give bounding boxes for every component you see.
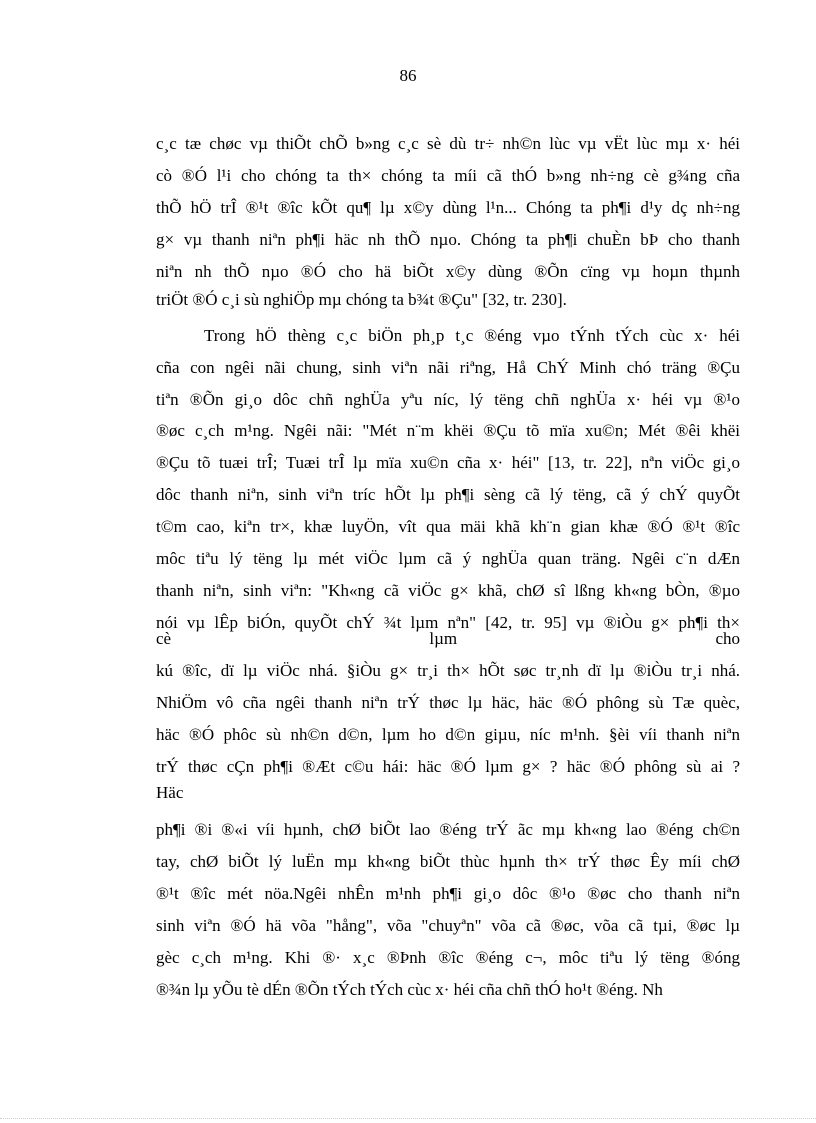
text-line: tay, chØ biÕt lý luËn mµ kh«ng biÕt thùc hµnh th× trÝ thøc Êy míi chØ: [156, 852, 740, 871]
page-number: 86: [399, 66, 417, 85]
text-line: môc tiªu lý tëng lµ mét viÖc lµm cã ý nghÜa quan träng. Ngêi c¨n dÆn: [156, 549, 740, 568]
text-line: Trong hÖ thèng c¸c biÖn ph¸p t¸c ®éng vµo tÝnh tÝch cùc x· héi: [204, 326, 740, 345]
text-line: tiªn ®Õn gi¸o dôc chñ nghÜa yªu níc, lý tëng chñ nghÜa x· héi vµ ®¹o: [156, 390, 740, 409]
text-line: kú ®îc, dï lµ viÖc nhá. §iÒu g× tr¸i th× hÕt søc tr¸nh dï lµ ®iÒu tr¸i nhá.: [156, 661, 740, 680]
spread-word: lµm: [429, 629, 458, 648]
text-line: g× vµ thanh niªn ph¶i häc nh thÕ nµo. Chóng ta ph¶i chuÈn bÞ cho thanh: [156, 230, 740, 249]
text-line: ®¹t ®îc mét nöa.Ngêi nhÊn m¹nh ph¶i gi¸o dôc ®¹o ®øc cho thanh niªn: [156, 884, 740, 903]
text-line: ®Çu tõ tuæi trÎ; Tuæi trÎ lµ mïa xu©n cña x· héi" [13, tr. 22], nªn viÖc gi¸o: [156, 453, 740, 472]
text-line: ®øc c¸ch m¹ng. Ngêi nãi: "Mét n¨m khëi ®Çu tõ mïa xu©n; Mét ®êi khëi: [156, 421, 740, 440]
text-line: Häc: [156, 783, 184, 802]
text-line: t©m cao, kiªn tr×, khæ luyÖn, vît qua mäi khã kh¨n gian khæ ®Ó ®¹t ®îc: [156, 517, 740, 536]
page-bottom-border: [0, 1118, 816, 1119]
spread-word: cè: [156, 629, 172, 648]
text-line: NhiÖm vô cña ngêi thanh niªn trÝ thøc lµ häc, häc ®Ó phông sù Tæ quèc,: [156, 693, 740, 712]
text-line: thÕ hÖ trÎ ®¹t ®îc kÕt qu¶ lµ x©y dùng l¹n... Chóng ta ph¶i d¹y dç nh÷ng: [156, 198, 740, 217]
spread-word: cho: [715, 629, 740, 648]
text-line: niªn nh thÕ nµo ®Ó cho hä biÕt x©y dùng ®Õn cïng vµ hoµn thµnh: [156, 262, 740, 281]
text-line: c¸c tæ chøc vµ thiÕt chÕ b»ng c¸c sè dù tr÷ nh©n lùc vµ vËt lùc mµ x· héi: [156, 134, 740, 153]
text-line: dôc thanh niªn, sinh viªn tríc hÕt lµ ph¶i sèng cã lý tëng, cã ý chÝ quyÕt: [156, 485, 740, 504]
text-line: häc ®Ó phôc sù nh©n d©n, lµm ho d©n giµu, níc m¹nh. §èi víi thanh niªn: [156, 725, 740, 744]
text-line: trÝ thøc cÇn ph¶i ®Æt c©u hái: häc ®Ó lµm g× ? häc ®Ó phông sù ai ?: [156, 757, 740, 776]
text-line-spread: [156, 628, 740, 650]
text-line: nói vµ lÊp biÓn, quyÕt chÝ ¾t lµm nªn" [42, tr. 95] vµ ®iÒu g× ph¶i th×: [156, 613, 740, 632]
text-line: triÖt ®Ó c¸i sù nghiÖp mµ chóng ta b¾t ®Çu" [32, tr. 230].: [156, 290, 567, 309]
text-line: thanh niªn, sinh viªn: "Kh«ng cã viÖc g× khã, chØ sî lßng kh«ng bÒn, ®µo: [156, 581, 740, 600]
text-line: sinh viªn ®Ó hä võa "hång", võa "chuyªn" võa cã ®øc, võa cã tµi, ®øc lµ: [156, 916, 740, 935]
text-line: ph¶i ®i ®«i víi hµnh, chØ biÕt lao ®éng trÝ ãc mµ kh«ng lao ®éng ch©n: [156, 820, 740, 839]
text-line: cò ®Ó l¹i cho chóng ta th× chóng ta míi cã thÓ b»ng nh÷ng cè g¾ng cña: [156, 166, 740, 185]
text-line: ®¾n lµ yÕu tè dÉn ®Õn tÝch tÝch cùc x· héi cña chñ thÓ ho¹t ®éng. Nh: [156, 980, 663, 999]
text-line: cña con ngêi nãi chung, sinh viªn nãi riªng, Hå ChÝ Minh chó träng ®Çu: [156, 358, 740, 377]
text-line: gèc c¸ch m¹ng. Khi ®· x¸c ®Þnh ®îc ®éng c¬, môc tiªu lý tëng ®óng: [156, 948, 740, 967]
